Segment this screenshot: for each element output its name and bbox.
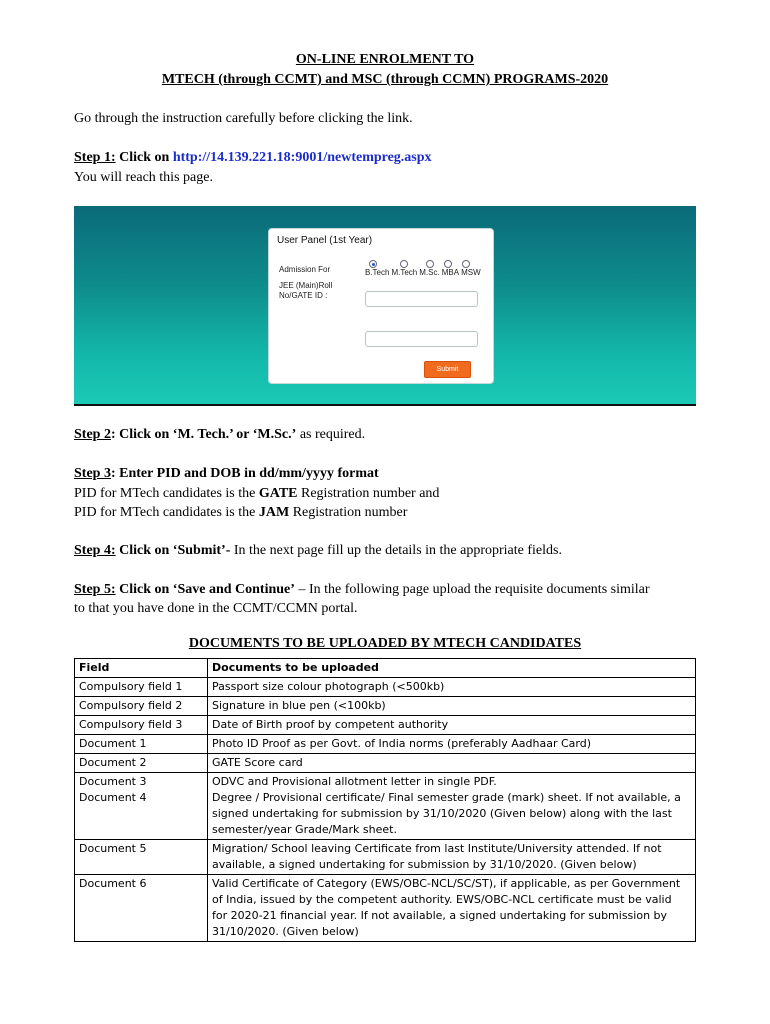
step-1-note: You will reach this page. (74, 170, 213, 185)
jam-emphasis: JAM (258, 505, 290, 520)
step-3-gate-line: PID for MTech candidates is the GATE Registration number and (74, 486, 440, 501)
radio-mtech[interactable] (400, 260, 408, 268)
step-2-label: Step 2 (74, 427, 111, 442)
step-2-rest: as required. (296, 427, 366, 442)
row-field: Document 2 (75, 754, 208, 773)
column-header-field: Field (75, 659, 208, 678)
step-1 (74, 150, 432, 166)
option-btech-label: B.Tech (365, 268, 390, 277)
step-4-bold: Click on ‘Submit’- (115, 543, 231, 558)
step-1-label: Step 1: (74, 150, 116, 165)
option-msw-label: MSW (461, 268, 481, 277)
row-documents: ODVC and Provisional allotment letter in single PDF. Degree / Provisional certificate/ Final semester grade (mark) sheet. If not available, a signed undertaking for submission by 31/10/2020 (Given below) along with the last semester/year Grade/Mark sheet. (208, 773, 696, 840)
heading-line-2: MTECH (through CCMT) and MSC (through CCMN) PROGRAMS-2020 (161, 72, 609, 87)
table-row (75, 716, 696, 735)
step-2-bold: : Click on ‘M. Tech.’ or ‘M.Sc.’ (110, 427, 297, 442)
step-3-jam-line: PID for MTech candidates is the JAM Registration number (74, 505, 408, 520)
table-row (75, 735, 696, 754)
column-header-documents: Documents to be uploaded (208, 659, 696, 678)
radio-mba[interactable] (444, 260, 452, 268)
table-row (75, 875, 696, 942)
roll-number-label: JEE (Main)Roll No/GATE ID : (279, 281, 333, 300)
option-mtech-label: M.Tech (391, 268, 418, 277)
submit-button[interactable]: Submit (424, 361, 471, 378)
table-row (75, 754, 696, 773)
registration-page-screenshot (74, 206, 696, 406)
registration-link[interactable]: http://14.139.221.18:9001/newtempreg.aspx (172, 150, 432, 165)
option-mba-label: MBA (441, 268, 460, 277)
step-4-rest: In the next page fill up the details in the appropriate fields. (230, 543, 562, 558)
row-field: Compulsory field 2 (75, 697, 208, 716)
row-documents: Signature in blue pen (<100kb) (208, 697, 696, 716)
table-row (75, 840, 696, 875)
radio-msc[interactable] (426, 260, 434, 268)
radio-btech[interactable] (369, 260, 377, 268)
step-5-label: Step 5: (74, 582, 116, 597)
row-documents: Valid Certificate of Category (EWS/OBC-NCL/SC/ST), if applicable, as per Government of India, issued by the competent authority. EWS/OBC-NCL certificate must be valid for 2020-21 financial year. If not available, a signed undertaking for submission by 31/10/2020. (Given below) (208, 875, 696, 942)
table-row (75, 697, 696, 716)
roll-number-input[interactable] (365, 291, 478, 307)
table-row (75, 678, 696, 697)
row-field: Compulsory field 1 (75, 678, 208, 697)
step-4-label: Step 4: (74, 543, 116, 558)
row-documents: Date of Birth proof by competent authority (208, 716, 696, 735)
row-documents: Passport size colour photograph (<500kb) (208, 678, 696, 697)
row-field: Compulsory field 3 (75, 716, 208, 735)
radio-msw[interactable] (462, 260, 470, 268)
step-2 (74, 427, 365, 443)
row-field: Document 3 Document 4 (75, 773, 208, 840)
step-3-label: Step 3 (74, 466, 111, 481)
gate-emphasis: GATE (258, 486, 298, 501)
step-4 (74, 543, 562, 559)
table-row (75, 773, 696, 840)
step-5-bold: Click on ‘Save and Continue’ (115, 582, 295, 597)
step-5-rest: – In the following page upload the requisite documents similar (294, 582, 650, 597)
step-3 (74, 466, 379, 482)
row-documents: Migration/ School leaving Certificate from last Institute/University attended. If not available, a signed undertaking for submission by 31/10/2020. (Given below) (208, 840, 696, 875)
admission-for-label: Admission For (279, 265, 331, 274)
step-5 (74, 582, 650, 598)
row-field: Document 5 (75, 840, 208, 875)
heading-line-1: ON-LINE ENROLMENT TO (295, 52, 475, 67)
row-documents: GATE Score card (208, 754, 696, 773)
table-header-row (75, 659, 696, 678)
user-panel-title: User Panel (1st Year) (277, 235, 373, 246)
row-field: Document 1 (75, 735, 208, 754)
step-1-action: Click on (115, 150, 173, 165)
dob-input[interactable] (365, 331, 478, 347)
row-documents: Photo ID Proof as per Govt. of India norms (preferably Aadhaar Card) (208, 735, 696, 754)
step-3-bold: : Enter PID and DOB in dd/mm/yyyy format (110, 466, 379, 481)
option-msc-label: M.Sc. (419, 268, 440, 277)
step-5-line-2: to that you have done in the CCMT/CCMN portal. (74, 601, 358, 616)
admission-options (365, 268, 483, 277)
documents-table (74, 658, 696, 942)
row-field: Document 6 (75, 875, 208, 942)
user-panel (268, 228, 494, 384)
intro-text: Go through the instruction carefully before clicking the link. (74, 111, 413, 126)
documents-title: DOCUMENTS TO BE UPLOADED BY MTECH CANDIDATES (188, 636, 582, 651)
